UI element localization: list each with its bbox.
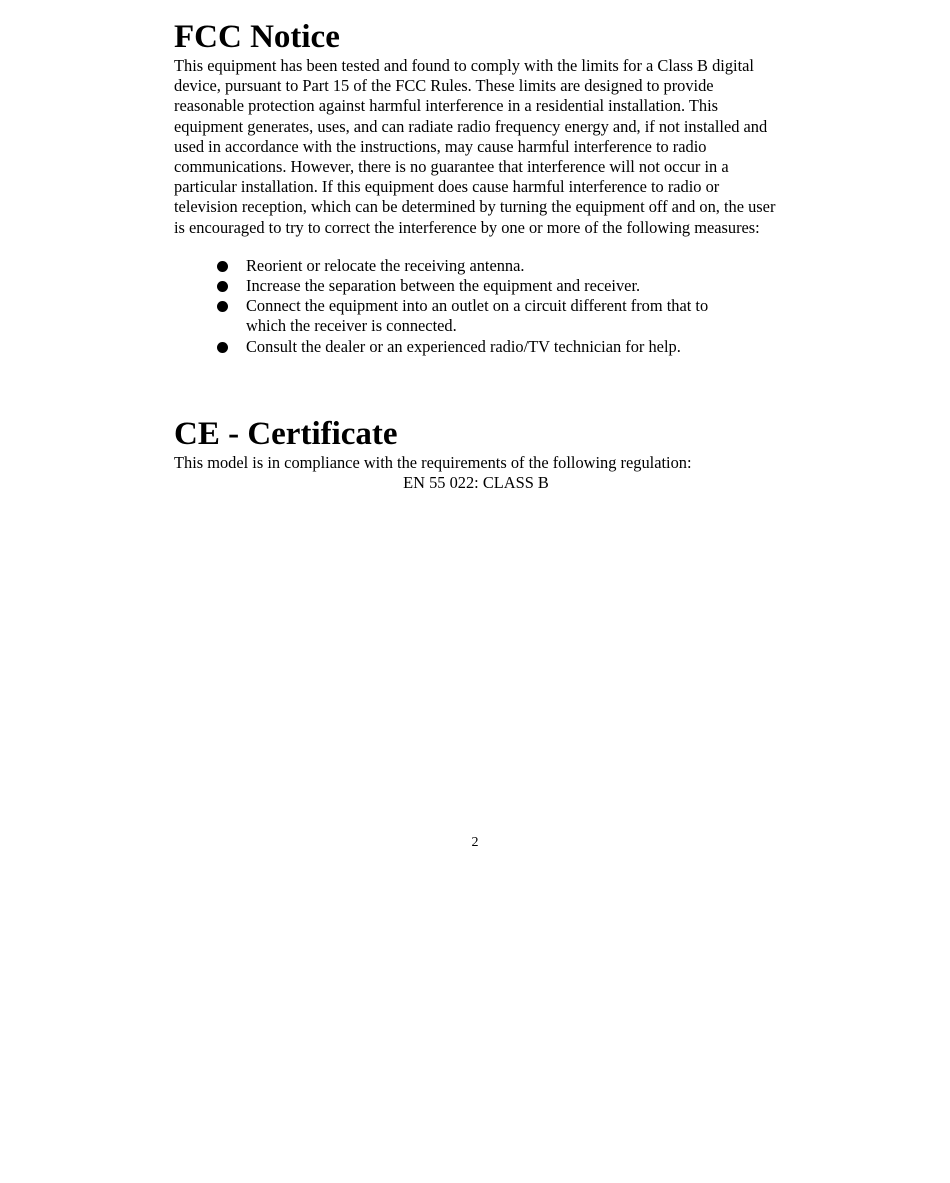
list-item bbox=[246, 276, 782, 296]
list-item bbox=[246, 296, 782, 336]
list-item-text: Consult the dealer or an experienced radio/TV technician for help. bbox=[246, 336, 681, 356]
list-item-text: Increase the separation between the equipment and receiver. bbox=[246, 276, 641, 296]
list-item bbox=[246, 337, 782, 357]
ce-certificate-title: CE - Certificate bbox=[174, 415, 398, 452]
document-page bbox=[174, 18, 782, 493]
page-number: 2 bbox=[471, 835, 479, 850]
ce-compliance-paragraph: This model is in compliance with the requirements of the following regulation: bbox=[174, 452, 692, 472]
list-item-text: Connect the equipment into an outlet on a circuit different from that to which the receiver is connected. bbox=[246, 296, 709, 336]
list-item-text: Reorient or relocate the receiving antenna. bbox=[246, 255, 525, 275]
regulation-name: EN 55 022: CLASS B bbox=[403, 473, 549, 493]
bullet-icon bbox=[217, 342, 228, 353]
bullet-icon bbox=[217, 301, 228, 312]
fcc-notice-section bbox=[174, 18, 782, 357]
bullet-icon bbox=[217, 261, 228, 272]
ce-certificate-section bbox=[174, 415, 782, 493]
bullet-icon bbox=[217, 281, 228, 292]
fcc-notice-title: FCC Notice bbox=[174, 19, 340, 55]
list-item bbox=[246, 256, 782, 276]
fcc-notice-paragraph: This equipment has been tested and found to comply with the limits for a Class B digital device, pursuant to Part 15 of the FCC Rules. These limits are designed to provide reasonable protection against harmful interference in a residential installation. This equipment generates, uses, and can radiate radio frequency energy and, if not installed and used in accordance with the instructions, may cause harmful interference to radio communications. However, there is no guarantee that interference will not occur in a particular installation. If this equipment does cause harmful interference to radio or television reception, which can be determined by turning the equipment off and on, the user is encouraged to try to correct the interference by one or more of the following measures: bbox=[174, 56, 776, 237]
interference-measures-list bbox=[174, 256, 782, 357]
